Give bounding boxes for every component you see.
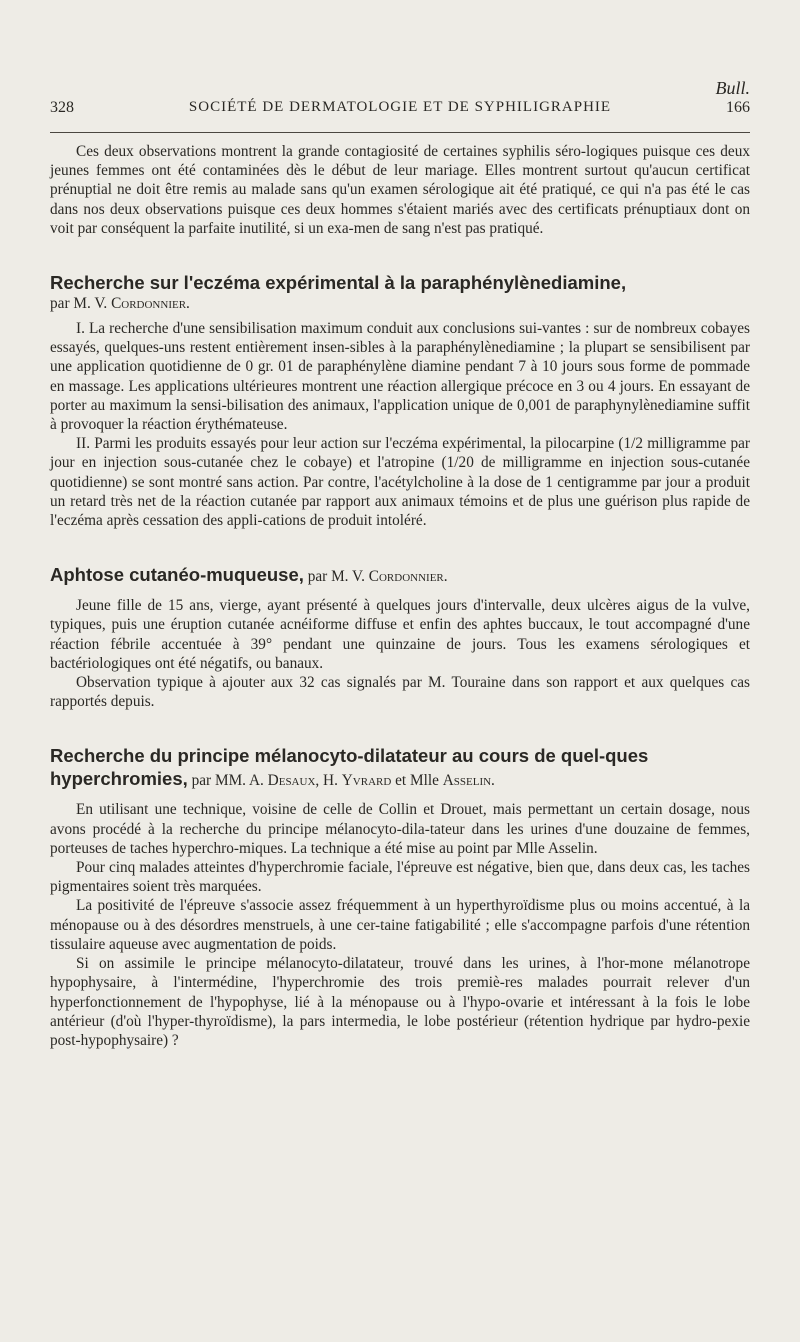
author-name: Desaux (267, 772, 316, 790)
bulletin-label: Bull. (715, 78, 750, 98)
section-aphtose-title: Aphtose cutanéo-muqueuse, par M. V. Cordonnier. (50, 564, 448, 586)
author-name: Yvrard (341, 772, 392, 790)
section-aphtose-p1: Jeune fille de 15 ans, vierge, ayant présenté à quelques jours d'intervalle, deux ulcères aigus de la vulve, typiques, puis une éruption cutanée acnéiforme diffuse et enfin des aphtes buccaux, le tout accompagné d'une réaction fébrile accentuée à 39° pendant une quinzaine de jours. Tous les examens sérologiques et bactériologiques ont été négatifs, ou banaux. (50, 597, 750, 672)
author-name: Asselin. (442, 772, 495, 790)
running-head (50, 99, 750, 117)
page-content (50, 142, 750, 1050)
section-melanocyto-p4: Si on assimile le principe mélanocyto-dilatateur, trouvé dans les urines, à l'hor-mone mélanotrope hypophysaire, à l'intermédine, l'hyperchromie des trois premiè-res malades pourrait relever d'un hyperfonctionnement de l'hypophyse, lié à la ménopause ou à l'hypo-ovarie et intéressant à la fois le lobe antérieur (d'où l'hyper-thyroïdisme), la pars intermedia, le lobe postérieur (rétention hydrique par hydro-pexie post-hypophysaire) ? (50, 955, 750, 1049)
section-eczema-byline: par M. V. Cordonnier. (50, 295, 190, 313)
section-aphtose-p2: Observation typique à ajouter aux 32 cas signalés par M. Touraine dans son rapport et aux quelques cas rapportés depuis. (50, 674, 750, 711)
section-aphtose (50, 563, 750, 711)
section-melanocyto-p2: Pour cinq malades atteintes d'hyperchromie faciale, l'épreuve est négative, bien que, dans deux cas, les taches pigmentaires soient très marquées. (50, 859, 750, 896)
section-eczema-title: Recherche sur l'eczéma expérimental à la paraphénylènediamine, (50, 272, 627, 294)
section-eczema-p1: I. La recherche d'une sensibilisation maximum conduit aux conclusions sui-vantes : sur de nombreux cobayes essayés, quelques-uns restent entièrement insen-sibles à la paraphénylènediamine ; la plupart se sensibilisent par une application quotidienne de 0 gr. 01 de paraphénylène diamine pendant 7 à 10 jours sous forme de pommade en massage. Les applications ultérieures montrent une réaction allergique précoce en 3 ou 4 jours. En essayant de porter au maximum la sensi-bilisation des animaux, l'application unique de 0,001 de paraphynylènediamine suffit à provoquer la réaction érythémateuse. (50, 320, 750, 434)
section-melanocyto-p1: En utilisant une technique, voisine de celle de Collin et Drouet, mais permettant un certain dosage, nous avons procédé à la recherche du principe mélanocyto-dila-tateur dans les urines d'une douzaine de femmes, porteuses de taches hyperchro-miques. La technique a été mise au point par Mlle Asselin. (50, 801, 750, 857)
section-melanocyto-title: Recherche du principe mélanocyto-dilatateur au cours de quel-ques hyperchromies, par MM. A. Desaux, H. Yvrard et Mlle Asselin. (50, 745, 649, 790)
author-name: Cordonnier. (368, 568, 448, 586)
section-melanocyto (50, 744, 750, 1050)
intro-paragraph: Ces deux observations montrent la grande contagiosité de certaines syphilis séro-logiques puisque ces deux jeunes femmes ont été contaminées dès le début de leur mariage. Elles montrent surtout qu'aucun certificat prénuptial ne doit être remis au malade sans qu'un examen sérologique ait été pratiqué, ce qui n'a pas été le cas dans nos deux observations puisque ces deux hommes s'étaient mariés avec des certificats prénuptiaux dont on voit par conséquent la parfaite inutilité, si un exa-men de sang n'est pas pratiqué. (50, 143, 750, 237)
journal-title: SOCIÉTÉ DE DERMATOLOGIE ET DE SYPHILIGRAPHIE (188, 99, 612, 115)
author-name: Cordonnier. (111, 295, 190, 313)
section-eczema (50, 271, 750, 530)
section-melanocyto-p3: La positivité de l'épreuve s'associe assez fréquemment à un hyperthyroïdisme plus ou moins accentué, à la ménopause ou à des désordres menstruels, à une cer-taine fatigabilité ; elle s'accompagne parfois d'une rétention tissulaire aqueuse avec augmentation de poids. (50, 897, 750, 953)
page-number: 328 (50, 99, 74, 116)
bulletin-number: 166 (726, 99, 750, 116)
header-rule (50, 132, 750, 133)
section-eczema-p2: II. Parmi les produits essayés pour leur action sur l'eczéma expérimental, la pilocarpine (1/2 milligramme par jour en injection sous-cutanée chez le cobaye) et l'atropine (1/20 de milligramme en injection sous-cutanée quotidienne) se sont montré sans action. Par contre, l'acétylcholine à la dose de 1 centigramme par jour a produit un retard très net de la réaction cutanée par rapport aux animaux témoins et de plus une guérison plus rapide de l'eczéma après cessation des appli-cations de produit intoléré. (50, 435, 750, 530)
